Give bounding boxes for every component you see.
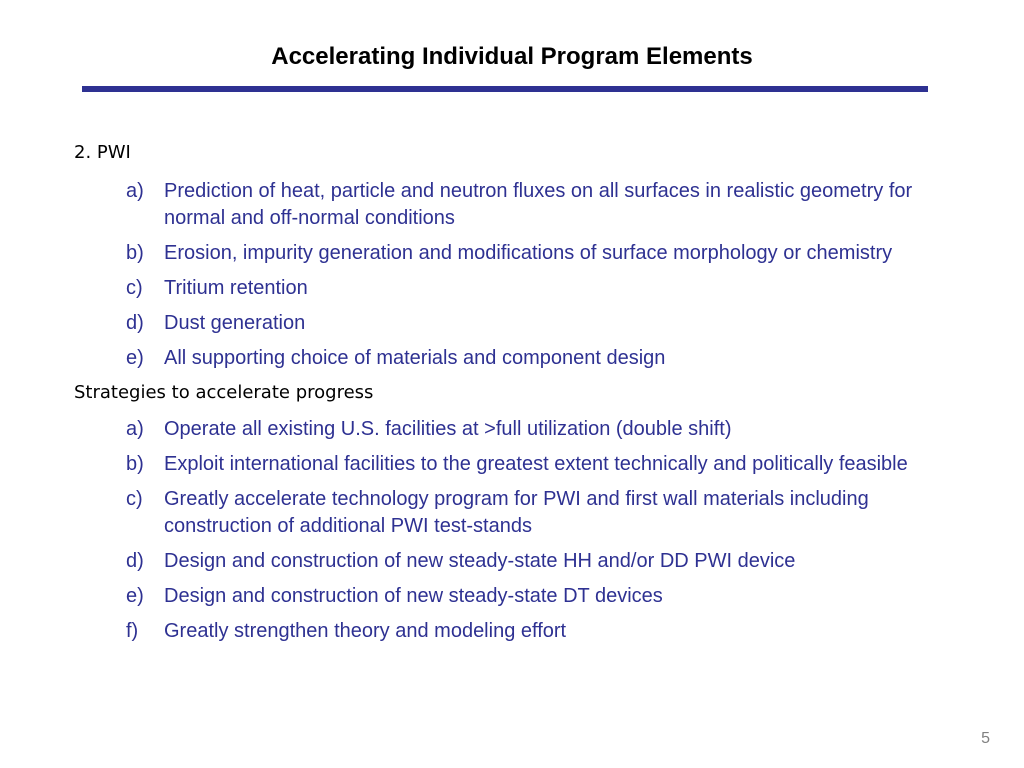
list-marker: a): [126, 180, 144, 202]
list-marker: d): [126, 550, 144, 572]
list-marker: c): [126, 277, 143, 299]
pwi-item: [74, 345, 954, 372]
pwi-list: [74, 178, 954, 372]
strategy-item: [74, 583, 954, 610]
list-marker: d): [126, 312, 144, 334]
slide-title: Accelerating Individual Program Elements: [271, 43, 753, 70]
list-item-text: Exploit international facilities to the greatest extent technically and politically feasible: [164, 453, 908, 475]
list-marker: b): [126, 453, 144, 475]
list-item-text: Greatly strengthen theory and modeling effort: [164, 620, 567, 642]
strategy-item: [74, 548, 954, 575]
list-marker: a): [126, 418, 144, 440]
strategy-item: [74, 618, 954, 645]
list-item-text: Design and construction of new steady-state DT devices: [164, 585, 663, 607]
strategies-list: [74, 416, 954, 645]
pwi-item: [74, 240, 954, 267]
list-marker: f): [126, 620, 139, 642]
list-marker: c): [126, 488, 143, 510]
strategy-item: [74, 451, 954, 478]
list-item-text: Design and construction of new steady-state HH and/or DD PWI device: [164, 550, 796, 572]
strategies-heading: Strategies to accelerate progress: [74, 382, 374, 403]
pwi-item: [74, 275, 954, 302]
list-marker: b): [126, 242, 144, 264]
strategy-item: [74, 416, 954, 443]
list-item-text: Tritium retention: [164, 277, 308, 299]
list-item-text: All supporting choice of materials and component design: [164, 347, 666, 369]
list-marker: e): [126, 347, 144, 369]
strategy-item: [74, 486, 954, 540]
list-marker: e): [126, 585, 144, 607]
pwi-item: [74, 178, 954, 232]
list-item-text: Prediction of heat, particle and neutron fluxes on all surfaces in realistic geometry for normal and off-normal conditions: [164, 180, 913, 229]
slide-content: [74, 140, 954, 653]
pwi-heading: 2. PWI: [74, 142, 131, 163]
title-underline: [82, 86, 928, 92]
list-item-text: Erosion, impurity generation and modifications of surface morphology or chemistry: [164, 242, 893, 264]
list-item-text: Operate all existing U.S. facilities at >full utilization (double shift): [164, 418, 732, 440]
list-item-text: Dust generation: [164, 312, 306, 334]
pwi-item: [74, 310, 954, 337]
list-item-text: Greatly accelerate technology program for PWI and first wall materials including construction of additional PWI test-stands: [164, 488, 869, 537]
page-number: 5: [981, 730, 990, 747]
